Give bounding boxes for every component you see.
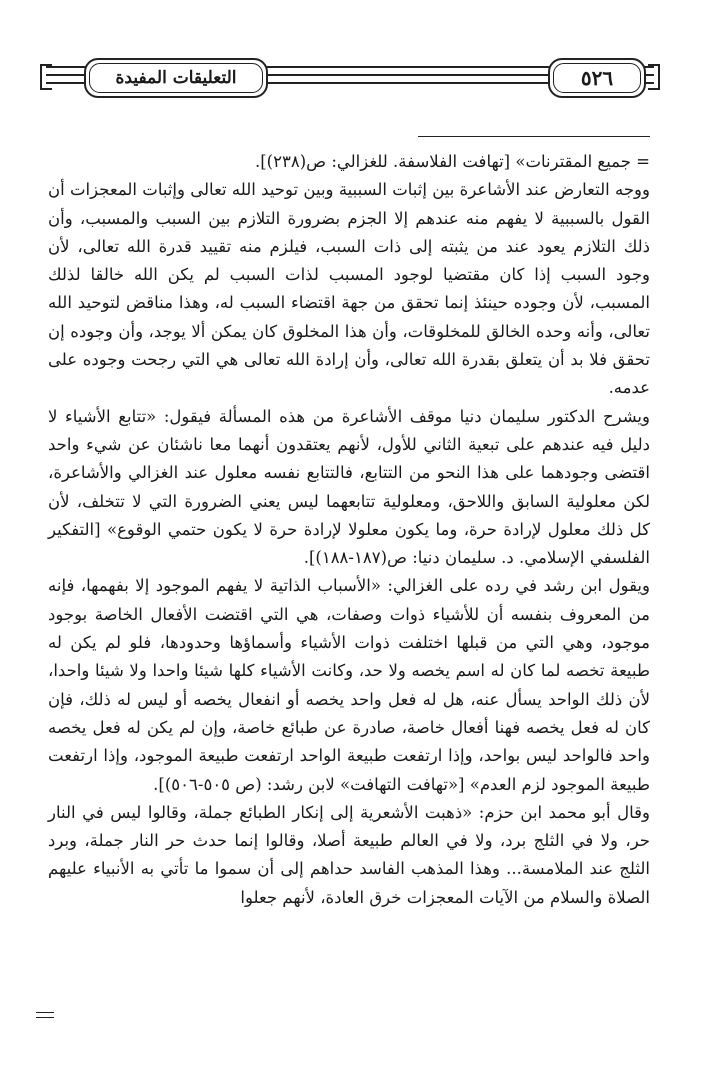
paragraph: ويقول ابن رشد في رده على الغزالي: «الأسباب الذاتية لا يفهم الموجود إلا بفهمها، فإنه من المعروف بنفسه أن للأشياء ذوات وصفات، هي التي اقتضت الأفعال الخاصة بوجود موجود، وهي التي من قبلها اختلفت ذوات الأشياء وأسماؤها وحدودها، فلو لم يكن له طبيعة تخصه لما كان له اسم يخصه ولا حد، وكانت الأشياء كلها شيئا واحدا ولا شيئا واحدا، لأن ذلك الواحد يسأل عنه، هل له فعل واحد يخصه أو انفعال يخصه أو ليس له ذلك، فإن كان له فعل يخصه فهنا أفعال خاصة، صادرة عن طبائع خاصة، وإن لم يكن له فعل يخصه واحد فالواحد ليس بواحد، وإذا ارتفعت طبيعة الواحد ارتفعت طبيعة الموجود، وإذا ارتفعت طبيعة الموجود لزم العدم» [«تهافت التهافت» لابن رشد: (ص ٥٠٥-٥٠٦)].: [48, 576, 650, 794]
paragraph: وقال أبو محمد ابن حزم: «ذهبت الأشعرية إلى إنكار الطبائع جملة، وقالوا ليس في النار حر، ولا في الثلج برد، ولا في العالم طبيعة أصلا، وقالوا إنما حدث حر النار جملة، وبرد الثلج عند الملامسة... وهذا المذهب الفاسد حداهم إلى أن سموا ما تأتي به الأنبياء عليهم الصلاة والسلام من الآيات المعجزات خرق العادة، لأنهم جعلوا: [48, 802, 650, 907]
paragraph: = جميع المقترنات» [تهافت الفلاسفة. للغزالي: ص(٢٣٨)].: [254, 152, 650, 171]
header-cap-right: [648, 64, 660, 90]
running-title: [84, 58, 268, 98]
footnote-body: [48, 148, 650, 912]
footnote-separator: [418, 136, 650, 137]
paragraph: ويشرح الدكتور سليمان دنيا موقف الأشاعرة من هذه المسألة فيقول: «تتابع الأشياء لا دليل فيه عندهم على تبعية الثاني للأول، لأنهم يعتقدون أنهما معا ناشئان عن شيء واحد اقتضى وجودهما على هذا النحو من التتابع، فالتتابع نفسه معلول عند الغزالي والأشاعرة، لكن معلولية السابق واللاحق، ومعلولية تتابعهما ليس يعني الضرورة التي لا تتخلف، لأن كل ذلك معلول لإرادة حرة، وما يكون معلولا لإرادة حرة لا يكون حتمي الوقوع» [التفكير الفلسفي الإسلامي. د. سليمان دنيا: ص(١٨٧-١٨٨)].: [48, 406, 650, 568]
header-cap-left: [40, 64, 52, 90]
running-title-text: التعليقات المفيدة: [115, 68, 237, 88]
page-number: [548, 58, 646, 98]
page-number-text: ٥٢٦: [580, 66, 614, 90]
paragraph: ووجه التعارض عند الأشاعرة بين إثبات السببية وبين توحيد الله تعالى وإثبات المعجزات أن القول بالسببية لا يفهم منه عندهم إلا الجزم بضرورة التلازم بين السبب والمسبب، وأن ذلك التلازم يعود عند من يثبته إلى ذات السبب، فيلزم منه تقييد قدرة الله تعالى، لأن وجود السبب إذا كان مقتضيا لوجود المسبب لذات السبب لم يكن الله خالقا لذلك المسبب، لأن وجوده حينئذ إنما تحقق من جهة اقتضاء السبب له، وهذا مناقض لتوحيد الله تعالى، وأنه وحده الخالق للمخلوقات، وأن هذا المخلوق كان يمكن ألا يوجد، وأن وجوده إن تحقق فلا بد أن يتعلق بقدرة الله تعالى، وأن إرادة الله تعالى هي التي رجحت وجوده على عدمه.: [48, 180, 650, 398]
continuation-mark: [36, 1012, 54, 1022]
